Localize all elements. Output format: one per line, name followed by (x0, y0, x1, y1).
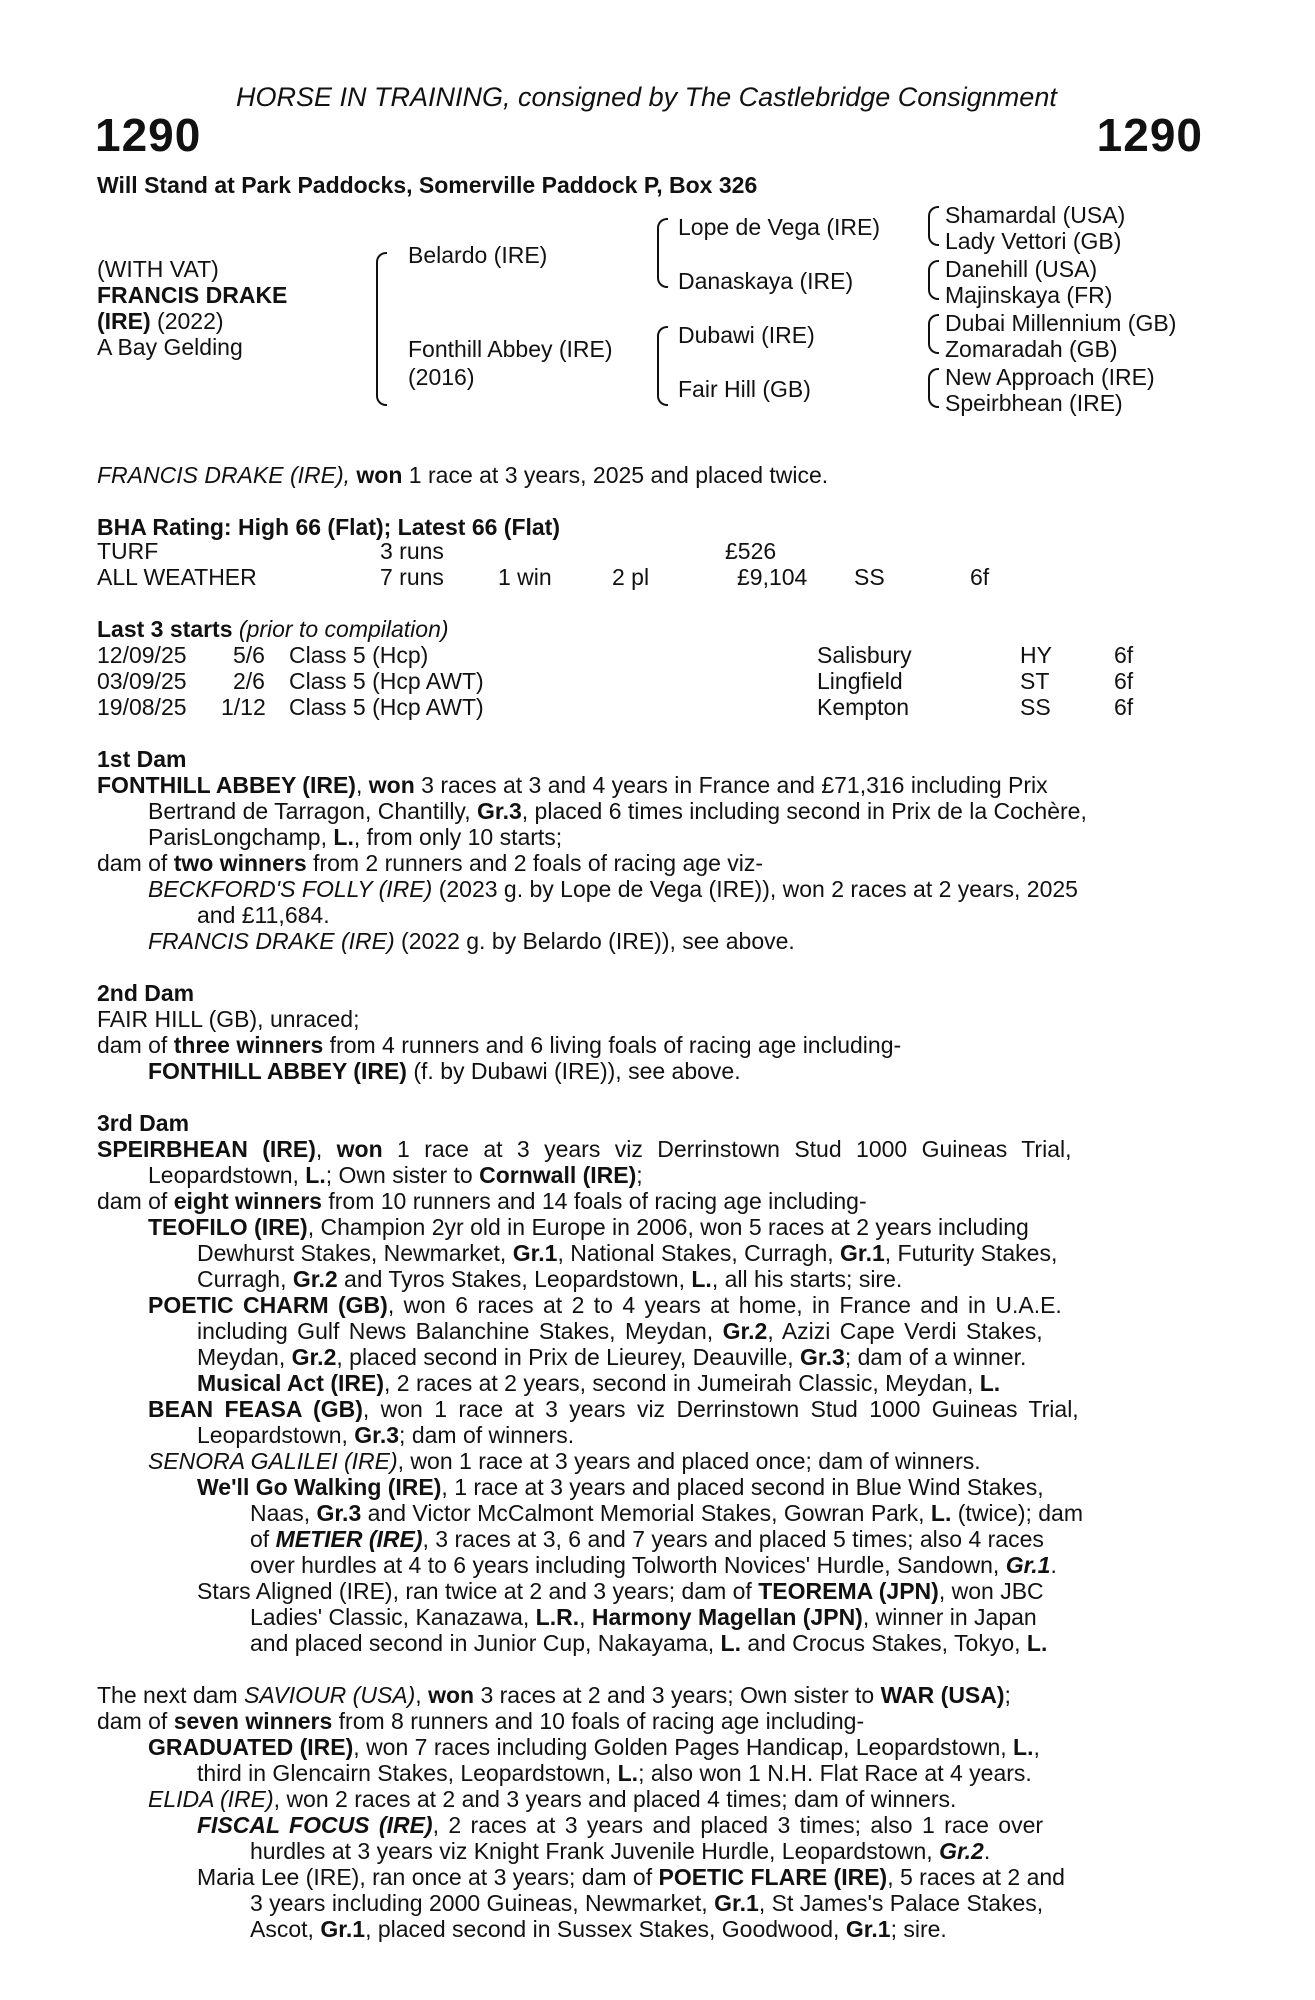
nextdam-line: GRADUATED (IRE), won 7 races including Golden Pages Handicap, Leopardstown, L., (148, 1734, 1040, 1760)
pedigree-sire-sire: Lope de Vega (IRE) (678, 214, 881, 240)
dam1-line: FRANCIS DRAKE (IRE) (2022 g. by Belardo (IRE)), see above. (148, 928, 795, 954)
dam3-heading: 3rd Dam (97, 1110, 190, 1136)
nextdam-line: Ascot, Gr.1, placed second in Sussex Stakes, Goodwood, Gr.1; sire. (250, 1916, 947, 1942)
pedigree-dam: Fonthill Abbey (IRE) (408, 336, 613, 362)
pedigree-brace-g1 (928, 206, 939, 246)
dam3-line: Leopardstown, Gr.3; dam of winners. (197, 1422, 575, 1448)
pedigree-brace-g2 (928, 260, 939, 300)
pedigree-dam-dam: Fair Hill (GB) (678, 376, 811, 402)
dam3-line: including Gulf News Balanchine Stakes, Meydan, Gr.2, Azizi Cape Verdi Stakes, (197, 1318, 1043, 1344)
dam3-line: of METIER (IRE), 3 races at 3, 6 and 7 years and placed 5 times; also 4 races (250, 1526, 1044, 1552)
pedigree-dsd: Zomaradah (GB) (945, 336, 1118, 362)
nextdam-line: FISCAL FOCUS (IRE), 2 races at 3 years and placed 3 times; also 1 race over (197, 1812, 1044, 1838)
pedigree-dss: Dubai Millennium (GB) (945, 310, 1177, 336)
pedigree-ddd: Speirbhean (IRE) (945, 390, 1123, 416)
nextdam-line: Maria Lee (IRE), ran once at 3 years; dam of POETIC FLARE (IRE), 5 races at 2 and (197, 1864, 1065, 1890)
nextdam-line: 3 years including 2000 Guineas, Newmarket, Gr.1, St James's Palace Stakes, (250, 1890, 1044, 1916)
dam1-line: and £11,684. (197, 902, 330, 928)
nextdam-line: hurdles at 3 years viz Knight Frank Juvenile Hurdle, Leopardstown, Gr.2. (250, 1838, 991, 1864)
dam1-line: dam of two winners from 2 runners and 2 foals of racing age viz- (97, 850, 764, 876)
stabling-location: Will Stand at Park Paddocks, Somerville Paddock P, Box 326 (97, 172, 758, 198)
dam3-line: dam of eight winners from 10 runners and 14 foals of racing age including- (97, 1188, 867, 1214)
pedigree-sire-dam: Danaskaya (IRE) (678, 268, 854, 294)
pedigree-dam-year: (2016) (408, 364, 475, 390)
pedigree-brace-main (376, 252, 387, 406)
pedigree-ssd: Lady Vettori (GB) (945, 228, 1122, 254)
nextdam-line: dam of seven winners from 8 runners and 10 foals of racing age including- (97, 1708, 865, 1734)
dam3-line: TEOFILO (IRE), Champion 2yr old in Europe in 2006, won 5 races at 2 years including (148, 1214, 1029, 1240)
catalogue-header: HORSE IN TRAINING, consigned by The Castlebridge Consignment (236, 82, 1057, 112)
dam3-line: Naas, Gr.3 and Victor McCalmont Memorial Stakes, Gowran Park, L. (twice); dam (250, 1500, 1084, 1526)
dam2-line: dam of three winners from 4 runners and 6 living foals of racing age including- (97, 1032, 902, 1058)
dam2-line: FAIR HILL (GB), unraced; (97, 1006, 360, 1032)
pedigree-sire: Belardo (IRE) (408, 242, 548, 268)
pedigree-brace-g4 (928, 368, 939, 408)
dam1-line: Bertrand de Tarragon, Chantilly, Gr.3, placed 6 times including second in Prix de la Cochère, (148, 798, 1087, 824)
horse-summary: FRANCIS DRAKE (IRE), won 1 race at 3 years, 2025 and placed twice. (97, 462, 829, 488)
pedigree-dam-sire: Dubawi (IRE) (678, 322, 815, 348)
dam3-line: over hurdles at 4 to 6 years including Tolworth Novices' Hurdle, Sandown, Gr.1. (250, 1552, 1057, 1578)
horse-description: A Bay Gelding (97, 334, 243, 360)
dam3-line: Leopardstown, L.; Own sister to Cornwall (IRE); (148, 1162, 643, 1188)
last-starts-heading: Last 3 starts (prior to compilation) (97, 616, 449, 642)
dam2-heading: 2nd Dam (97, 980, 195, 1006)
pedigree-sdd: Majinskaya (FR) (945, 282, 1113, 308)
dam3-line: Ladies' Classic, Kanazawa, L.R., Harmony Magellan (JPN), winner in Japan (250, 1604, 1037, 1630)
pedigree-brace-dam (657, 326, 668, 406)
dam1-line: ParisLongchamp, L., from only 10 starts; (148, 824, 563, 850)
pedigree-brace-sire (657, 218, 668, 288)
dam1-line: FONTHILL ABBEY (IRE), won 3 races at 3 and 4 years in France and £71,316 including Prix (97, 772, 1048, 798)
lot-number-left: 1290 (95, 109, 202, 161)
dam3-line: We'll Go Walking (IRE), 1 race at 3 years and placed second in Blue Wind Stakes, (197, 1474, 1044, 1500)
vat-status: (WITH VAT) (97, 256, 219, 282)
dam3-line: Meydan, Gr.2, placed second in Prix de Lieurey, Deauville, Gr.3; dam of a winner. (197, 1344, 1027, 1370)
pedigree-sss: Shamardal (USA) (945, 202, 1126, 228)
bha-rating: BHA Rating: High 66 (Flat); Latest 66 (Flat) (97, 514, 560, 540)
dam3-line: BEAN FEASA (GB), won 1 race at 3 years viz Derrinstown Stud 1000 Guineas Trial, (148, 1396, 1079, 1422)
dam3-line: SPEIRBHEAN (IRE), won 1 race at 3 years viz Derrinstown Stud 1000 Guineas Trial, (97, 1136, 1072, 1162)
dam2-line: FONTHILL ABBEY (IRE) (f. by Dubawi (IRE)), see above. (148, 1058, 741, 1084)
dam3-line: Stars Aligned (IRE), ran twice at 2 and 3 years; dam of TEOREMA (JPN), won JBC (197, 1578, 1044, 1604)
horse-origin-year: (IRE) (2022) (97, 308, 224, 334)
lot-number-right: 1290 (1096, 109, 1203, 161)
dam3-line: SENORA GALILEI (IRE), won 1 race at 3 years and placed once; dam of winners. (148, 1448, 981, 1474)
pedigree-brace-g3 (928, 314, 939, 354)
nextdam-line: third in Glencairn Stakes, Leopardstown, L.; also won 1 N.H. Flat Race at 4 years. (197, 1760, 1032, 1786)
dam3-line: and placed second in Junior Cup, Nakayama, L. and Crocus Stakes, Tokyo, L. (250, 1630, 1048, 1656)
dam3-line: Curragh, Gr.2 and Tyros Stakes, Leopardstown, L., all his starts; sire. (197, 1266, 903, 1292)
nextdam-line: The next dam SAVIOUR (USA), won 3 races at 2 and 3 years; Own sister to WAR (USA); (97, 1682, 1011, 1708)
nextdam-line: ELIDA (IRE), won 2 races at 2 and 3 years and placed 4 times; dam of winners. (148, 1786, 957, 1812)
pedigree-sds: Danehill (USA) (945, 256, 1098, 282)
dam3-line: POETIC CHARM (GB), won 6 races at 2 to 4 years at home, in France and in U.A.E. (148, 1292, 1062, 1318)
dam3-line: Dewhurst Stakes, Newmarket, Gr.1, National Stakes, Curragh, Gr.1, Futurity Stakes, (197, 1240, 1058, 1266)
pedigree-dds: New Approach (IRE) (945, 364, 1155, 390)
dam1-heading: 1st Dam (97, 746, 187, 772)
horse-name: FRANCIS DRAKE (97, 282, 288, 308)
dam3-line: Musical Act (IRE), 2 races at 2 years, second in Jumeirah Classic, Meydan, L. (197, 1370, 1001, 1396)
dam1-line: BECKFORD'S FOLLY (IRE) (2023 g. by Lope de Vega (IRE)), won 2 races at 2 years, 2025 (148, 876, 1078, 902)
